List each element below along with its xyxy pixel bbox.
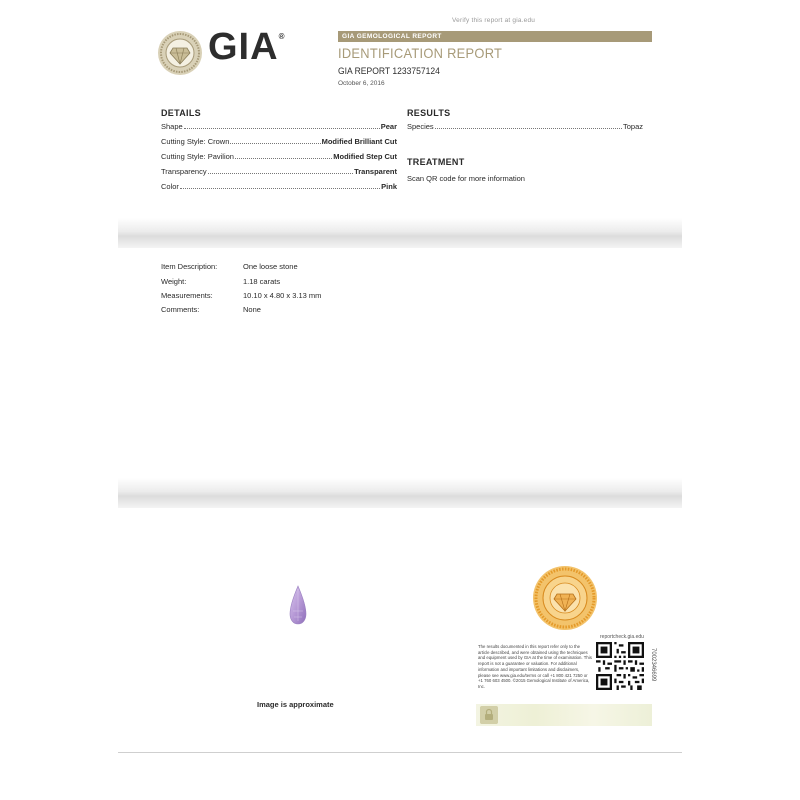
page-fold-shadow	[118, 478, 682, 508]
gia-gold-seal-icon	[532, 565, 598, 631]
treatment-text: Scan QR code for more information	[407, 174, 525, 183]
item-label: Item Description:	[161, 262, 218, 271]
bottom-divider	[118, 752, 682, 753]
gemstone-image	[289, 585, 307, 625]
report-title: IDENTIFICATION REPORT	[338, 45, 503, 61]
image-caption: Image is approximate	[257, 700, 334, 709]
report-number: GIA REPORT 1233757124	[338, 66, 440, 77]
details-row: Shape Pear	[161, 122, 397, 131]
details-row: Cutting Style: Pavilion Modified Step Cut	[161, 152, 397, 161]
verify-text: Verify this report at gia.edu	[452, 17, 536, 24]
disclaimer-text: The results documented in this report refer only to the article described, and were obtained using the techniques and equipment used by GIA at the time of examination. This report is not a guarantee or valuation. For additional information and important limitations and disclaimers, please see www.gia.edu/terms or call +1 800 421 7250 or +1 760 603 4500. ©2015 Gemological Institute of America, Inc.	[478, 644, 592, 689]
treatment-heading: TREATMENT	[407, 157, 465, 167]
qr-code-icon[interactable]	[596, 642, 644, 690]
item-label: Weight:	[161, 277, 187, 286]
vertical-serial: 7002346699	[650, 648, 656, 682]
report-type-band: GIA GEMOLOGICAL REPORT	[338, 31, 652, 42]
lock-icon	[480, 706, 498, 724]
reportcheck-url: reportcheck.gia.edu	[600, 634, 644, 640]
report-date: October 6, 2016	[338, 80, 385, 87]
details-row: Cutting Style: Crown Modified Brilliant Cut	[161, 137, 397, 146]
item-label: Measurements:	[161, 291, 213, 300]
hologram-strip	[476, 704, 652, 726]
results-heading: RESULTS	[407, 108, 451, 118]
results-list	[407, 122, 643, 137]
gia-seal-icon	[157, 30, 203, 76]
details-row: Transparency Transparent	[161, 167, 397, 176]
details-row: Color Pink	[161, 182, 397, 191]
results-row: Species Topaz	[407, 122, 643, 131]
page-fold-shadow	[118, 218, 682, 248]
item-value: None	[243, 305, 261, 314]
details-heading: DETAILS	[161, 108, 201, 118]
item-value: 1.18 carats	[243, 277, 281, 286]
item-value: One loose stone	[243, 262, 298, 271]
gia-logo-text: GIA®	[208, 26, 286, 68]
details-list	[161, 122, 397, 197]
item-label: Comments:	[161, 305, 200, 314]
item-value: 10.10 x 4.80 x 3.13 mm	[243, 291, 322, 300]
